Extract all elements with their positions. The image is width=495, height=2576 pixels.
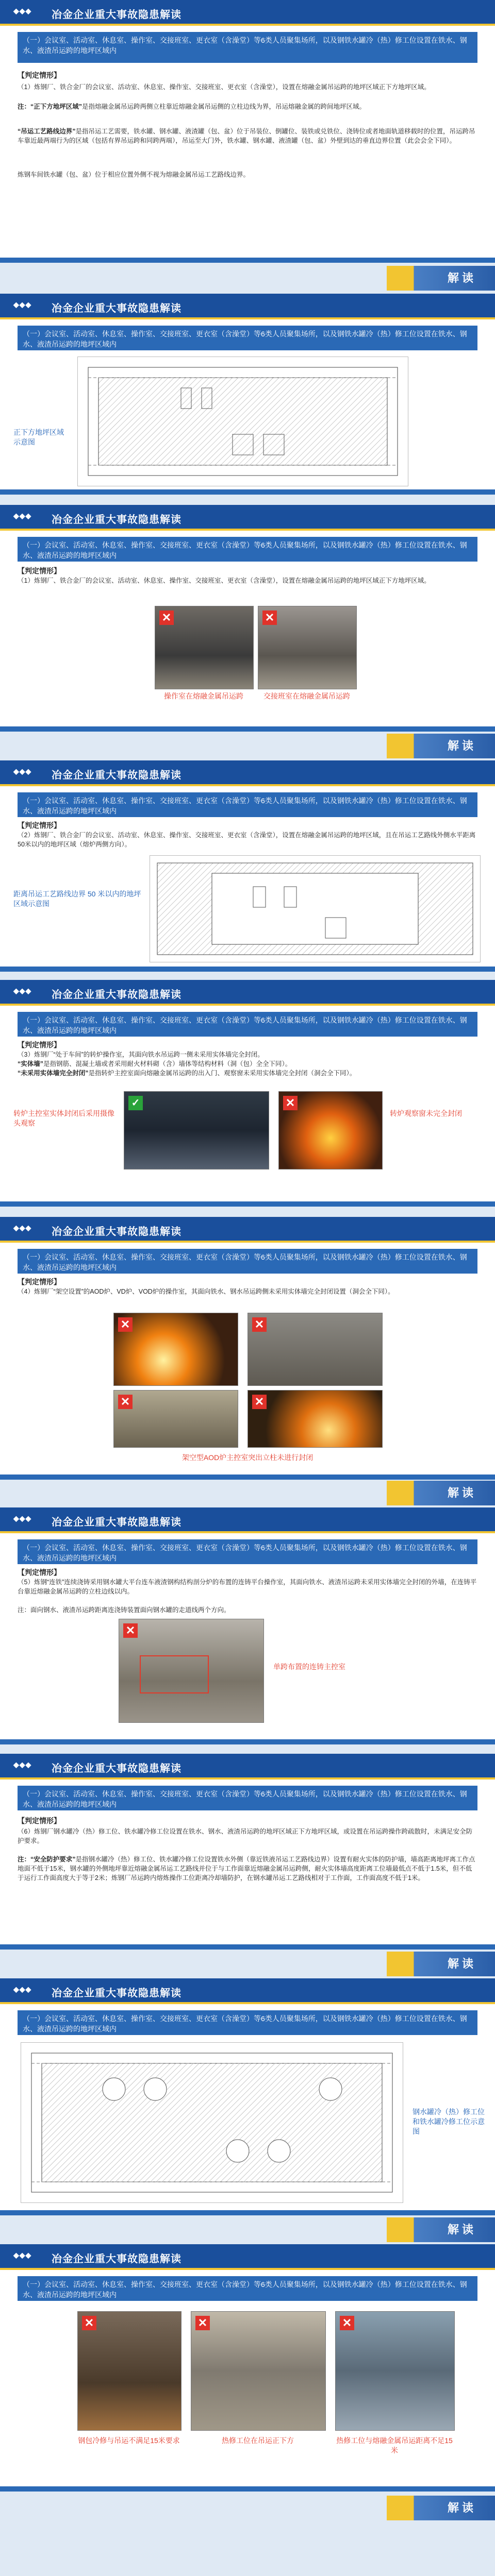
text: 是指钢筋、混凝土墙或者采用耐火材料砌（含）墙体等结构材料（洞（包）全全下同）。 (43, 1060, 292, 1067)
paragraph (18, 102, 477, 111)
text: 是指吊运工艺需要，铁水罐、钢水罐、液渣罐（包、盆）位于吊装位、倒罐位、装铁或兑铁位、浇铸位或者地面轨道移载时的位置，吊运跨吊车靠近最两端行为的区域（包括有界吊运跨和同跨两端），吊运至大门外，铁水罐、钢水罐、液渣罐（包、盆）外壁到达的垂直边界位置（此会会全下同）。 (18, 128, 475, 144)
judgment-label: 【判定情形】 (18, 1817, 61, 1825)
text: 是指转炉主控室面向熔融金属吊运跨的出入门、观察窗未采用实体墙完全封闭（洞会全下同）。 (88, 1070, 356, 1077)
repair-station-diagram (21, 2042, 403, 2203)
header-dots: ◆◆◆ (13, 512, 32, 520)
question-box: （一）会议室、活动室、休息室、操作室、交接班室、更衣室（含澡堂）等6类人员聚集场所，以及钢铁水罐冷（热）修工位设置在铁水、钢水、液渣吊运跨的地坪区域内 (18, 326, 477, 350)
photo-caption: 转炉主控室实体封闭后采用摄像头观察 (13, 1109, 114, 1127)
header-stripe (0, 529, 495, 531)
paragraph (18, 1069, 477, 1078)
plan-svg (78, 357, 408, 486)
photo-operation-room (155, 606, 254, 689)
diagram-caption: 正下方地坪区域示意图 (13, 428, 64, 446)
paragraph (18, 127, 477, 145)
slide-title: 冶金企业重大事故隐患解读 (52, 303, 182, 314)
header-dots: ◆◆◆ (13, 767, 32, 775)
header-dots: ◆◆◆ (13, 300, 32, 309)
diagram-caption: 钢水罐冷（热）修工位和铁水罐冷修工位示意图 (412, 2108, 485, 2136)
judgment-label: 【判定情形】 (18, 821, 61, 829)
photo-aod-2 (248, 1313, 383, 1386)
photo-aod-4 (248, 1390, 383, 1448)
slide-footer (0, 1475, 495, 1480)
slide-1 (0, 0, 495, 263)
header-dots: ◆◆◆ (13, 1985, 32, 1993)
photo-ladle-cold-repair (77, 2311, 182, 2431)
paragraph: （1）炼钢厂、铁合金厂的会议室、活动室、休息室、操作室、交接班室、更衣室（含澡堂），设置在熔融金属吊运跨的地坪区域正下方地坪区域。 (18, 83, 431, 91)
slide-title: 冶金企业重大事故隐患解读 (52, 9, 182, 21)
photo-caption: 单跨布置的连铸主控室 (273, 1663, 345, 1671)
slide-footer (0, 1739, 495, 1744)
emphasis: “吊运工艺路线边界” (18, 128, 76, 135)
slide-title: 冶金企业重大事故隐患解读 (52, 514, 182, 526)
header-dots: ◆◆◆ (13, 1224, 32, 1232)
interp-tag: 解读 (387, 734, 495, 758)
paragraph (18, 1855, 477, 1883)
text: 是指钢水罐冷（热）修工位、铁水罐冷修工位设置铁水外侧（靠近铁液吊运工艺路线边界）设置有耐火实体的防护墙，墙高距离地坪离工作点地面不低于15米，钢水罐的外侧地坪靠近熔融金属吊运工艺路线并位于与工作面靠近熔融金属吊运跨侧，耐火实体墙高度距离工位墙最低点不低于1.5米，但不低于运行工作面高度大于等于2米；炼钢厂吊运跨内熔炼操作工位距离冷却墙防护，在钢水罐吊运工艺路线相对于工作面，工作面高度不低于1米。 (18, 1856, 475, 1882)
photo-casting-room (119, 1619, 264, 1723)
slide-footer (0, 2210, 495, 2215)
photo-caption: 钢包冷修与吊运不满足15米要求 (78, 2436, 180, 2445)
paragraph: （2）炼钢厂、铁合金厂的会议室、活动室、休息室、操作室、交接班室、更衣室（含澡堂），设置在熔融金属吊运跨的地坪区域，且在吊运工艺路线外侧水平距离50米以内的地坪区域（熔炉两侧方向）。 (18, 832, 476, 848)
slide-header (0, 0, 495, 24)
question-box: （一）会议室、活动室、休息室、操作室、交接班室、更衣室（含澡堂）等6类人员聚集场所，以及钢铁水罐冷（热）修工位设置在铁水、钢水、液渣吊运跨的地坪区域内 (18, 792, 477, 817)
diagram-caption: 距离吊运工艺路线边界 50 米以内的地坪区域示意图 (13, 890, 141, 908)
floor-plan-diagram (77, 357, 408, 486)
question-box: （一）会议室、活动室、休息室、操作室、交接班室、更衣室（含澡堂）等6类人员聚集场所，以及钢铁水罐冷（热）修工位设置在铁水、钢水、液渣吊运跨的地坪区域内 (18, 1786, 477, 1810)
judgment-label: 【判定情形】 (18, 1041, 61, 1049)
photo-caption: 架空型AOD炉主控室突出立柱未进行封闭 (182, 1453, 314, 1462)
paragraph: 注：面向钢水、液渣吊运跨距离连浇铸装置面向钢水罐的走道线两个方向。 (18, 1606, 230, 1614)
photo-caption: 交接班室在熔融金属吊运跨 (263, 692, 350, 700)
plan-svg (150, 856, 480, 962)
header-stripe (0, 24, 495, 26)
emphasis: “实体墙” (18, 1060, 44, 1067)
photo-caption: 热修工位与熔融金属吊运距离不足15米 (336, 2436, 453, 2454)
header-dots: ◆◆◆ (13, 1514, 32, 1522)
slide-header (0, 294, 495, 317)
header-stripe (0, 784, 495, 786)
slide-6 (0, 1217, 495, 1480)
interp-tag: 解读 (387, 2217, 495, 2242)
slide-footer (0, 489, 495, 495)
header-dots: ◆◆◆ (13, 7, 32, 15)
interp-tag: 解读 (387, 1481, 495, 1505)
slide-title: 冶金企业重大事故隐患解读 (52, 989, 182, 1001)
interp-tag: 解读 (387, 266, 495, 291)
photo-caption: 热修工位在吊运正下方 (222, 2436, 294, 2445)
slide-footer (0, 1201, 495, 1207)
x-mark-icon: ✕ (283, 1096, 298, 1110)
header-dots: ◆◆◆ (13, 1760, 32, 1769)
slide-header (0, 1754, 495, 1777)
text: 是指熔融金属吊运跨两侧立柱靠近熔融金属吊运侧的立柱边线为界，吊运熔融金属的跨间地坪区域。 (82, 103, 366, 110)
slide-10 (0, 2244, 495, 2492)
slide-title: 冶金企业重大事故隐患解读 (52, 1988, 182, 1999)
photo-hot-repair-distance (335, 2311, 455, 2431)
photo-aod-1 (113, 1313, 238, 1386)
highlight-box (140, 1655, 209, 1693)
paragraph: （6）炼钢厂钢水罐冷（热）修工位、铁水罐冷修工位设置在铁水、钢水、液渣吊运跨的地坪区域正下方地坪区域，或设置在吊运跨操作跨疏散时，未满足安全防护要求。 (18, 1828, 472, 1844)
x-mark-icon: ✕ (118, 1317, 133, 1332)
x-mark-icon: ✕ (82, 2316, 96, 2330)
emphasis: 注：“安全防护要求” (18, 1856, 76, 1863)
x-mark-icon: ✕ (252, 1317, 267, 1332)
slide-header (0, 760, 495, 784)
judgment-label: 【判定情形】 (18, 1568, 61, 1577)
judgment-label: 【判定情形】 (18, 567, 61, 575)
slide-title: 冶金企业重大事故隐患解读 (52, 770, 182, 781)
header-dots: ◆◆◆ (13, 2251, 32, 2259)
header-stripe (0, 1241, 495, 1243)
slide-3 (0, 505, 495, 732)
x-mark-icon: ✕ (340, 2316, 354, 2330)
photo-control-room (124, 1091, 269, 1170)
question-box: （一）会议室、活动室、休息室、操作室、交接班室、更衣室（含澡堂）等6类人员聚集场所，以及钢铁水罐冷（热）修工位设置在铁水、钢水、液渣吊运跨的地坪区域内 (18, 2010, 477, 2035)
photo-observation-window (278, 1091, 383, 1170)
question-box: （一）会议室、活动室、休息室、操作室、交接班室、更衣室（含澡堂）等6类人员聚集场所，以及钢铁水罐冷（热）修工位设置在铁水、钢水、液渣吊运跨的地坪区域内 (18, 1249, 477, 1274)
question-box: （一）会议室、活动室、休息室、操作室、交接班室、更衣室（含澡堂）等6类人员聚集场所，以及钢铁水罐冷（热）修工位设置在铁水、钢水、液渣吊运跨的地坪区域内 (18, 32, 477, 63)
x-mark-icon: ✕ (123, 1623, 138, 1638)
emphasis: 注：“正下方地坪区域” (18, 103, 82, 110)
photo-caption: 转炉观察窗未完全封闭 (390, 1109, 462, 1117)
question-box: （一）会议室、活动室、休息室、操作室、交接班室、更衣室（含澡堂）等6类人员聚集场所，以及钢铁水罐冷（热）修工位设置在铁水、钢水、液渣吊运跨的地坪区域内 (18, 537, 477, 562)
header-stripe (0, 317, 495, 319)
interp-tag: 解读 (387, 1952, 495, 1976)
x-mark-icon: ✕ (262, 611, 277, 625)
photo-caption: 操作室在熔融金属吊运跨 (164, 692, 243, 700)
slide-footer (0, 258, 495, 263)
slide-header (0, 505, 495, 529)
question-box: （一）会议室、活动室、休息室、操作室、交接班室、更衣室（含澡堂）等6类人员聚集场所，以及钢铁水罐冷（热）修工位设置在铁水、钢水、液渣吊运跨的地坪区域内 (18, 2276, 477, 2301)
header-stripe (0, 2002, 495, 2004)
emphasis: “未采用实体墙完全封闭” (18, 1070, 89, 1077)
slide-header (0, 980, 495, 1004)
slide-5 (0, 980, 495, 1207)
header-stripe (0, 2268, 495, 2270)
slide-header (0, 1507, 495, 1531)
slide-title: 冶金企业重大事故隐患解读 (52, 1226, 182, 1238)
paragraph (18, 1059, 477, 1069)
question-box: （一）会议室、活动室、休息室、操作室、交接班室、更衣室（含澡堂）等6类人员聚集场所，以及钢铁水罐冷（热）修工位设置在铁水、钢水、液渣吊运跨的地坪区域内 (18, 1539, 477, 1564)
header-dots: ◆◆◆ (13, 987, 32, 995)
slide-header (0, 1978, 495, 2002)
judgment-label: 【判定情形】 (18, 71, 61, 79)
slide-7 (0, 1507, 495, 1744)
interp-tag: 解读 (387, 2496, 495, 2520)
paragraph: （5）炼钢“连铁”连续浇铸采用钢水罐大平台连车液渣钢构结构剖分炉的布置的连铸平台操作室，其面向铁水、液渣吊运跨未采用实体墙完全封闭的外墙，在连铸平台靠近熔融金属吊运跨的立柱边线以内。 (18, 1579, 477, 1595)
slide-4 (0, 760, 495, 972)
slide-footer (0, 726, 495, 732)
question-box: （一）会议室、活动室、休息室、操作室、交接班室、更衣室（含澡堂）等6类人员聚集场所，以及钢铁水罐冷（热）修工位设置在铁水、钢水、液渣吊运跨的地坪区域内 (18, 1012, 477, 1037)
x-mark-icon: ✕ (159, 611, 174, 625)
header-stripe (0, 1531, 495, 1533)
slide-title: 冶金企业重大事故隐患解读 (52, 2253, 182, 2265)
check-mark-icon: ✓ (128, 1096, 143, 1110)
slide-title: 冶金企业重大事故隐患解读 (52, 1517, 182, 1528)
slide-2 (0, 294, 495, 495)
photo-hot-repair (191, 2311, 326, 2431)
slide-8 (0, 1754, 495, 1950)
header-stripe (0, 1004, 495, 1006)
slide-footer (0, 2486, 495, 2492)
slide-header (0, 1217, 495, 1241)
paragraph: （1）炼钢厂、铁合金厂的会议室、活动室、休息室、操作室、交接班室、更衣室（含澡堂），设置在熔融金属吊运跨的地坪区域正下方地坪区域。 (18, 577, 431, 584)
paragraph: （3）炼钢厂“处于车间”的转炉操作室，其面向铁水吊运跨一侧未采用实体墙完全封闭。 (18, 1051, 264, 1058)
paragraph: （4）炼钢厂“架空设置”的AOD炉、VD炉、VOD炉的操作室，其面向铁水、钢水吊运跨侧未采用实体墙完全封闭设置（洞会全下同）。 (18, 1288, 394, 1295)
paragraph: 炼钢车间铁水罐（包、盆）位于相应位置外侧不视为熔融金属吊运工艺路线边界。 (18, 171, 250, 178)
x-mark-icon: ✕ (252, 1395, 267, 1409)
x-mark-icon: ✕ (195, 2316, 210, 2330)
plan-svg (21, 2043, 403, 2202)
header-stripe (0, 1777, 495, 1780)
x-mark-icon: ✕ (118, 1395, 133, 1409)
slide-footer (0, 967, 495, 972)
photo-aod-3 (113, 1390, 238, 1448)
slide-header (0, 2244, 495, 2268)
slide-title: 冶金企业重大事故隐患解读 (52, 1763, 182, 1774)
distance-diagram (150, 855, 481, 962)
slide-9 (0, 1978, 495, 2215)
slide-footer (0, 1944, 495, 1950)
judgment-label: 【判定情形】 (18, 1278, 61, 1286)
photo-shift-room (258, 606, 357, 689)
